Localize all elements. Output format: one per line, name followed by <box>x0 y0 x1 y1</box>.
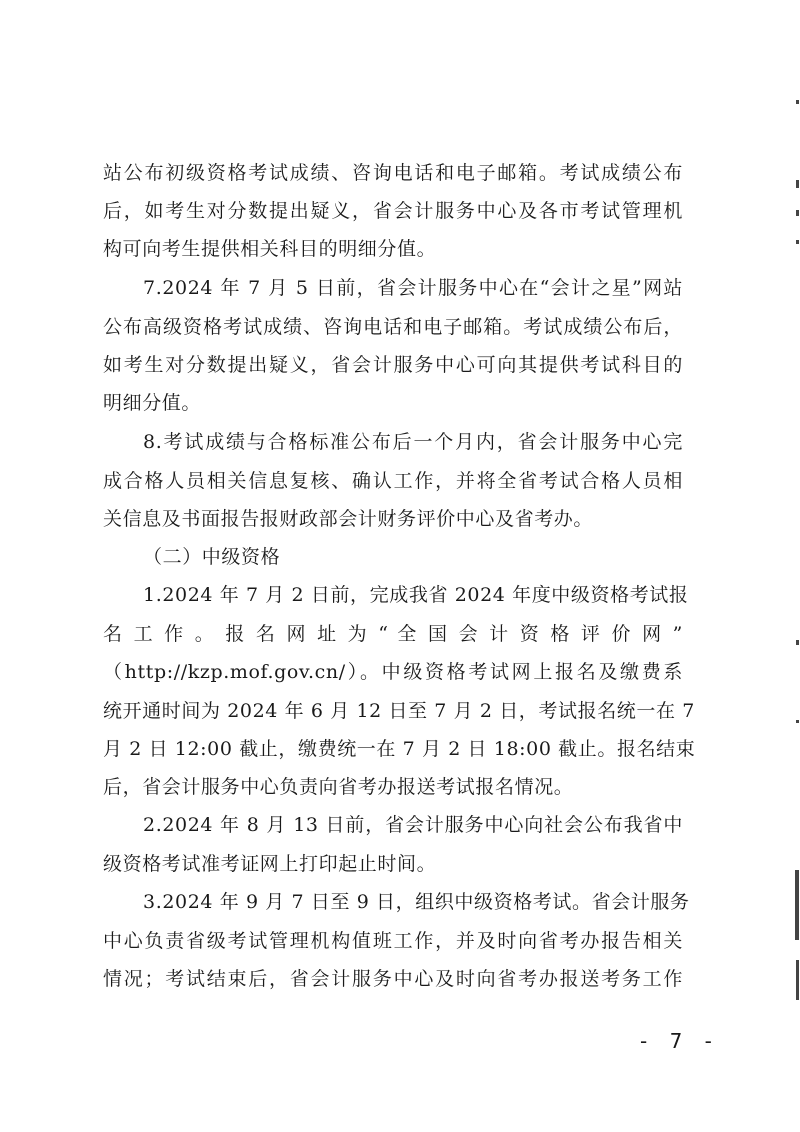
text-line: 公布高级资格考试成绩、咨询电话和电子邮箱。考试成绩公布后， <box>103 316 683 338</box>
text-line: 中心负责省级考试管理机构值班工作，并及时向省考办报告相关 <box>103 930 683 952</box>
text-line: 情况；考试结束后，省会计服务中心及时向省考办报送考务工作 <box>103 968 683 990</box>
scan-edge-marks <box>788 0 800 1132</box>
text-line: 站公布初级资格考试成绩、咨询电话和电子邮箱。考试成绩公布 <box>103 162 683 184</box>
text-line: 统开通时间为 2024 年 6 月 12 日至 7 月 2 日，考试报名统一在 7 <box>103 700 695 722</box>
text-line: 成合格人员相关信息复核、确认工作，并将全省考试合格人员相 <box>103 470 683 492</box>
text-line: 1.2024 年 7 月 2 日前，完成我省 2024 年度中级资格考试报 <box>143 584 689 606</box>
text-line: 8.考试成绩与合格标准公布后一个月内，省会计服务中心完 <box>143 431 683 453</box>
text-line: 名 工 作 。 报 名 网 址 为 “ 全 国 会 计 资 格 评 价 网 ” <box>103 623 683 645</box>
text-line: 月 2 日 12:00 截止，缴费统一在 7 月 2 日 18:00 截止。报名结束 <box>103 738 696 760</box>
section-heading: （二）中级资格 <box>143 546 281 568</box>
text-line: （http://kzp.mof.gov.cn/）。中级资格考试网上报名及缴费系 <box>103 661 683 683</box>
text-line: 后，省会计服务中心负责向省考办报送考试报名情况。 <box>103 776 574 798</box>
text-line: 明细分值。 <box>103 392 202 414</box>
text-line: 3.2024 年 9 月 7 日至 9 日，组织中级资格考试。省会计服务 <box>143 891 690 913</box>
text-line: 2.2024 年 8 月 13 日前，省会计服务中心向社会公布我省中 <box>143 814 683 836</box>
text-line: 如考生对分数提出疑义，省会计服务中心可向其提供考试科目的 <box>103 354 683 376</box>
text-line: 关信息及书面报告报财政部会计财务评价中心及省考办。 <box>103 508 594 530</box>
text-line: 7.2024 年 7 月 5 日前，省会计服务中心在“会计之星”网站 <box>143 277 683 299</box>
text-line: 后，如考生对分数提出疑义，省会计服务中心及各市考试管理机 <box>103 200 683 222</box>
page-number: - 7 - <box>640 1029 720 1053</box>
text-line: 级资格考试准考证网上打印起止时间。 <box>103 853 437 875</box>
text-line: 构可向考生提供相关科目的明细分值。 <box>103 238 437 260</box>
